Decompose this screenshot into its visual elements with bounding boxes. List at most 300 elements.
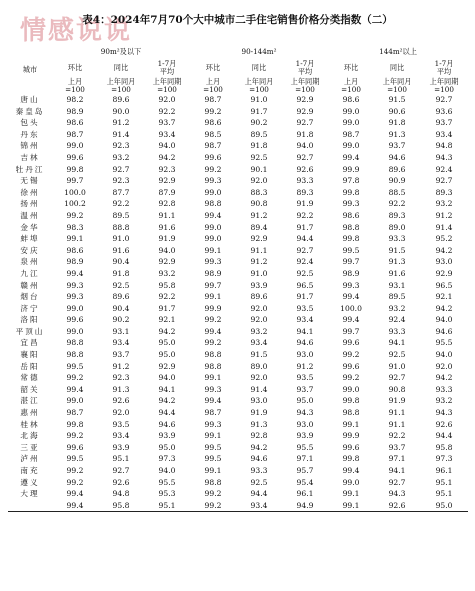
city-name: 唐山 <box>20 95 40 104</box>
index-value: 94.2 <box>158 152 176 162</box>
city-name: 北海 <box>20 431 40 441</box>
index-value: 91.5 <box>250 350 268 360</box>
city-name: 襄阳 <box>20 350 40 360</box>
index-value: 99.6 <box>66 442 84 452</box>
index-value: 99.8 <box>342 454 360 464</box>
index-value: 97.3 <box>158 454 176 464</box>
index-value: 98.2 <box>66 95 84 104</box>
index-value: 92.3 <box>112 176 130 186</box>
index-value: 99.3 <box>66 292 84 302</box>
index-value: 97.1 <box>388 454 406 464</box>
index-value: 98.6 <box>342 95 360 104</box>
base-prev-month: 上月 =100 <box>203 77 223 94</box>
index-value: 98.8 <box>66 338 84 348</box>
index-value: 95.1 <box>112 454 130 464</box>
index-value: 95.4 <box>296 477 314 487</box>
index-value: 93.3 <box>250 466 268 475</box>
index-value: 99.2 <box>204 315 222 325</box>
index-value: 91.0 <box>112 234 130 244</box>
index-value: 93.9 <box>112 442 130 452</box>
index-value: 98.8 <box>204 361 222 371</box>
index-value: 94.8 <box>435 141 453 151</box>
index-value: 93.2 <box>112 152 130 162</box>
index-value: 99.9 <box>204 303 222 313</box>
index-value: 91.2 <box>435 210 453 220</box>
index-value: 99.2 <box>66 466 84 475</box>
index-value: 91.3 <box>250 419 268 429</box>
index-value: 99.2 <box>204 164 222 174</box>
index-value: 98.6 <box>66 118 84 128</box>
index-value: 92.8 <box>250 431 268 441</box>
index-value: 98.6 <box>342 210 360 220</box>
index-value: 99.1 <box>342 419 360 429</box>
index-value: 89.5 <box>250 129 268 139</box>
index-value: 91.8 <box>112 268 130 278</box>
index-value: 92.5 <box>112 280 130 290</box>
index-value: 98.9 <box>66 106 84 116</box>
index-value: 91.8 <box>388 118 406 128</box>
index-value: 99.8 <box>342 187 360 197</box>
city-name: 济宁 <box>20 303 40 313</box>
index-value: 98.7 <box>204 141 222 151</box>
index-value: 93.5 <box>112 419 130 429</box>
index-value: 95.5 <box>296 442 314 452</box>
index-value: 98.8 <box>342 222 360 232</box>
index-value: 89.0 <box>250 361 268 371</box>
index-value: 99.0 <box>342 384 360 394</box>
city-name: 南充 <box>20 466 40 475</box>
base-same-period: 上年同期 =100 <box>152 77 182 94</box>
index-value: 93.0 <box>296 350 314 360</box>
index-value: 98.7 <box>66 408 84 418</box>
index-value: 99.0 <box>204 187 222 197</box>
index-value: 99.2 <box>342 373 360 383</box>
base-prev-month: 上月 =100 <box>341 77 361 94</box>
index-value: 91.0 <box>388 361 406 371</box>
index-value: 99.0 <box>204 234 222 244</box>
index-value: 93.2 <box>435 199 453 209</box>
index-value: 93.1 <box>112 326 130 336</box>
table-row <box>8 222 468 234</box>
index-value: 91.6 <box>158 222 176 232</box>
index-value: 93.7 <box>388 141 406 151</box>
index-value: 91.2 <box>296 361 314 371</box>
table-row <box>8 500 468 512</box>
table-row <box>8 152 468 164</box>
index-value: 92.7 <box>112 466 130 475</box>
index-value: 94.0 <box>158 373 176 383</box>
index-value: 93.6 <box>435 106 453 116</box>
index-value: 99.0 <box>66 303 84 313</box>
index-value: 92.0 <box>112 408 130 418</box>
index-value: 93.7 <box>158 118 176 128</box>
base-same-period: 上年同期 =100 <box>290 77 320 94</box>
index-value: 91.7 <box>296 222 314 232</box>
col-header-mom: 环比 <box>67 62 83 72</box>
index-value: 99.6 <box>342 338 360 348</box>
index-value: 99.0 <box>342 118 360 128</box>
table-row <box>8 164 468 176</box>
index-value: 99.7 <box>66 176 84 186</box>
col-header-yoy: 同比 <box>113 62 129 72</box>
index-value: 99.7 <box>204 280 222 290</box>
index-value: 95.1 <box>435 477 453 487</box>
index-value: 94.2 <box>158 396 176 406</box>
index-value: 91.1 <box>388 419 406 429</box>
city-name: 洛阳 <box>20 315 40 325</box>
index-value: 91.2 <box>112 361 130 371</box>
index-value: 92.7 <box>296 152 314 162</box>
index-value: 91.6 <box>388 268 406 278</box>
index-value: 99.3 <box>204 257 222 267</box>
index-value: 91.4 <box>435 222 453 232</box>
index-value: 94.2 <box>250 442 268 452</box>
table-row <box>8 407 468 419</box>
city-name: 平顶山 <box>15 326 45 336</box>
index-value: 94.0 <box>296 141 314 151</box>
index-value: 91.7 <box>158 303 176 313</box>
index-value: 99.4 <box>52 500 98 512</box>
index-value: 95.0 <box>158 338 176 348</box>
index-value: 91.8 <box>296 129 314 139</box>
index-value: 99.5 <box>342 245 360 255</box>
index-value: 94.4 <box>250 489 268 499</box>
index-value: 98.9 <box>66 257 84 267</box>
index-value: 95.8 <box>158 280 176 290</box>
city-name: 吉林 <box>20 152 40 162</box>
city-name: 金华 <box>20 222 40 232</box>
header-row-groups <box>8 46 468 58</box>
index-value: 98.9 <box>204 268 222 278</box>
city-name: 惠州 <box>20 408 40 418</box>
index-value: 94.0 <box>435 315 453 325</box>
index-value: 94.6 <box>388 152 406 162</box>
index-value: 96.5 <box>296 280 314 290</box>
index-value: 93.7 <box>112 350 130 360</box>
index-value: 93.4 <box>296 315 314 325</box>
index-value: 94.1 <box>158 384 176 394</box>
city-name <box>8 500 52 512</box>
index-value: 99.4 <box>342 466 360 475</box>
index-value: 92.7 <box>112 164 130 174</box>
index-value: 91.1 <box>250 245 268 255</box>
index-value: 92.9 <box>250 234 268 244</box>
index-value: 99.5 <box>66 454 84 464</box>
index-value: 91.6 <box>112 245 130 255</box>
index-value: 99.1 <box>204 373 222 383</box>
index-value: 99.3 <box>204 384 222 394</box>
index-value: 99.0 <box>66 396 84 406</box>
table-title: 表4：2024年7月70个大中城市二手住宅销售价格分类指数（二） <box>82 14 393 26</box>
index-value: 99.1 <box>204 292 222 302</box>
index-value: 92.7 <box>388 373 406 383</box>
index-value: 90.1 <box>250 164 268 174</box>
header-row-measures <box>8 58 468 77</box>
table-row <box>8 210 468 222</box>
index-value: 99.3 <box>342 199 360 209</box>
index-value: 99.4 <box>66 384 84 394</box>
index-value: 98.7 <box>66 129 84 139</box>
table-row <box>8 303 468 315</box>
index-value: 98.9 <box>342 268 360 278</box>
col-header-yoy: 同比 <box>251 62 267 72</box>
index-value: 94.3 <box>296 408 314 418</box>
index-value: 92.2 <box>158 292 176 302</box>
city-name: 九江 <box>20 268 40 278</box>
index-value: 92.0 <box>250 176 268 186</box>
col-header-ytd: 1-7月 平均 <box>157 58 177 76</box>
index-value: 99.9 <box>342 164 360 174</box>
index-value: 92.2 <box>158 106 176 116</box>
table-row <box>8 465 468 477</box>
index-value: 95.1 <box>144 500 190 512</box>
index-value: 95.0 <box>420 500 468 512</box>
index-value: 89.4 <box>250 222 268 232</box>
index-value: 94.1 <box>388 338 406 348</box>
city-name: 岳阳 <box>20 361 40 371</box>
table-row <box>8 94 468 106</box>
col-header-ytd: 1-7月 平均 <box>434 58 454 76</box>
index-value: 89.6 <box>112 95 130 104</box>
index-value: 98.8 <box>204 199 222 209</box>
table-row <box>8 442 468 454</box>
index-value: 91.8 <box>250 141 268 151</box>
city-name: 桂林 <box>20 419 40 429</box>
index-value: 95.8 <box>435 442 453 452</box>
index-value: 92.0 <box>158 95 176 104</box>
city-name: 韶关 <box>20 384 40 394</box>
table-row <box>8 256 468 268</box>
table-row <box>8 349 468 361</box>
table-row <box>8 384 468 396</box>
table-row <box>8 291 468 303</box>
index-value: 91.1 <box>388 408 406 418</box>
index-value: 96.1 <box>435 466 453 475</box>
index-value: 99.5 <box>204 454 222 464</box>
city-name: 大理 <box>20 489 40 499</box>
index-value: 92.1 <box>435 292 453 302</box>
index-value: 90.2 <box>112 315 130 325</box>
index-value: 90.9 <box>388 176 406 186</box>
index-value: 88.3 <box>250 187 268 197</box>
price-index-table <box>8 46 468 512</box>
index-value: 89.6 <box>388 164 406 174</box>
table-row <box>8 419 468 431</box>
city-name: 宜昌 <box>20 338 40 348</box>
index-value: 99.8 <box>66 419 84 429</box>
index-value: 92.7 <box>296 245 314 255</box>
index-value: 99.1 <box>342 489 360 499</box>
index-value: 90.6 <box>388 106 406 116</box>
index-value: 94.6 <box>296 338 314 348</box>
index-value: 98.5 <box>204 129 222 139</box>
group-header-large: 144m²以上 <box>379 47 417 57</box>
index-value: 93.2 <box>435 396 453 406</box>
table-row <box>8 268 468 280</box>
index-value: 98.6 <box>66 245 84 255</box>
index-value: 89.3 <box>388 210 406 220</box>
city-name: 温州 <box>20 210 40 220</box>
index-value: 87.9 <box>158 187 176 197</box>
index-value: 94.0 <box>158 245 176 255</box>
index-value: 99.1 <box>204 431 222 441</box>
table-row <box>8 430 468 442</box>
index-value: 94.2 <box>435 245 453 255</box>
index-value: 93.3 <box>388 326 406 336</box>
city-name: 锦州 <box>20 141 40 151</box>
index-value: 95.0 <box>158 442 176 452</box>
index-value: 93.2 <box>250 326 268 336</box>
index-value: 94.3 <box>435 152 453 162</box>
table-row <box>8 140 468 152</box>
index-value: 95.1 <box>435 489 453 499</box>
city-name: 无锡 <box>20 176 40 186</box>
index-value: 89.3 <box>435 187 453 197</box>
index-value: 94.4 <box>296 234 314 244</box>
index-value: 94.2 <box>435 373 453 383</box>
index-value: 91.0 <box>250 95 268 104</box>
index-value: 99.2 <box>204 338 222 348</box>
table-row <box>8 326 468 338</box>
table-row <box>8 477 468 489</box>
index-value: 92.6 <box>435 419 453 429</box>
index-value: 92.9 <box>296 95 314 104</box>
table-row <box>8 395 468 407</box>
index-value: 99.5 <box>66 361 84 371</box>
base-same-period: 上年同期 =100 <box>429 77 459 94</box>
index-value: 92.3 <box>112 373 130 383</box>
index-value: 92.4 <box>435 164 453 174</box>
index-value: 91.5 <box>388 95 406 104</box>
index-value: 94.4 <box>435 431 453 441</box>
table-row <box>8 337 468 349</box>
index-value: 98.7 <box>204 408 222 418</box>
index-value: 99.1 <box>328 500 374 512</box>
index-value: 91.2 <box>250 210 268 220</box>
index-value: 93.2 <box>158 268 176 278</box>
index-value: 93.9 <box>158 431 176 441</box>
index-value: 91.4 <box>112 129 130 139</box>
index-value: 92.2 <box>112 199 130 209</box>
index-value: 89.0 <box>388 222 406 232</box>
index-value: 88.8 <box>112 222 130 232</box>
index-value: 99.2 <box>204 106 222 116</box>
index-value: 93.3 <box>388 234 406 244</box>
index-value: 91.4 <box>250 384 268 394</box>
index-value: 88.5 <box>388 187 406 197</box>
index-value: 99.3 <box>204 176 222 186</box>
index-value: 98.3 <box>66 222 84 232</box>
index-value: 95.0 <box>158 350 176 360</box>
index-value: 99.6 <box>342 442 360 452</box>
index-value: 90.8 <box>250 199 268 209</box>
index-value: 94.8 <box>112 489 130 499</box>
index-value: 91.2 <box>112 118 130 128</box>
index-value: 99.6 <box>204 152 222 162</box>
index-value: 99.4 <box>204 326 222 336</box>
index-value: 98.8 <box>66 350 84 360</box>
index-value: 99.3 <box>204 419 222 429</box>
index-value: 94.6 <box>435 326 453 336</box>
index-value: 92.4 <box>296 257 314 267</box>
index-value: 99.0 <box>204 222 222 232</box>
index-value: 91.1 <box>158 210 176 220</box>
index-value: 94.4 <box>158 408 176 418</box>
base-prev-month: 上月 =100 <box>65 77 85 94</box>
index-value: 92.6 <box>112 396 130 406</box>
index-value: 99.7 <box>342 257 360 267</box>
table-row <box>8 245 468 257</box>
index-value: 92.9 <box>296 106 314 116</box>
index-value: 94.6 <box>158 419 176 429</box>
index-value: 94.2 <box>158 326 176 336</box>
index-value: 99.2 <box>66 373 84 383</box>
index-value: 93.4 <box>250 338 268 348</box>
index-value: 93.0 <box>296 419 314 429</box>
index-value: 98.8 <box>204 350 222 360</box>
col-header-ytd: 1-7月 平均 <box>295 58 315 76</box>
index-value: 98.6 <box>204 118 222 128</box>
table-row <box>8 361 468 373</box>
index-value: 99.0 <box>342 477 360 487</box>
group-header-medium: 90-144m² <box>241 47 277 57</box>
table-row <box>8 117 468 129</box>
index-value: 99.0 <box>342 141 360 151</box>
index-value: 93.1 <box>388 280 406 290</box>
index-value: 99.0 <box>342 106 360 116</box>
index-value: 94.0 <box>158 141 176 151</box>
index-value: 96.1 <box>296 489 314 499</box>
index-value: 97.3 <box>435 454 453 464</box>
index-value: 94.0 <box>435 350 453 360</box>
index-value: 93.4 <box>112 338 130 348</box>
index-value: 92.2 <box>296 210 314 220</box>
index-value: 91.7 <box>296 292 314 302</box>
city-name: 遵义 <box>20 477 40 487</box>
index-value: 92.6 <box>374 500 420 512</box>
group-header-small: 90m²及以下 <box>100 47 142 57</box>
city-name: 安庆 <box>20 245 40 255</box>
index-value: 95.5 <box>435 338 453 348</box>
index-value: 92.5 <box>388 350 406 360</box>
index-value: 89.6 <box>112 292 130 302</box>
index-value: 99.4 <box>342 292 360 302</box>
index-value: 91.0 <box>250 268 268 278</box>
index-value: 89.5 <box>388 292 406 302</box>
table-row <box>8 106 468 118</box>
index-value: 99.4 <box>66 268 84 278</box>
index-value: 92.3 <box>112 141 130 151</box>
index-value: 93.4 <box>112 431 130 441</box>
index-value: 92.7 <box>296 118 314 128</box>
index-value: 91.9 <box>388 396 406 406</box>
index-value: 92.4 <box>388 315 406 325</box>
index-value: 99.8 <box>342 234 360 244</box>
index-value: 93.7 <box>435 118 453 128</box>
city-column-header: 城市 <box>22 65 38 75</box>
index-value: 92.5 <box>296 268 314 278</box>
index-value: 100.2 <box>64 199 86 209</box>
index-value: 93.4 <box>435 129 453 139</box>
index-value: 93.3 <box>296 176 314 186</box>
table-row <box>8 175 468 187</box>
index-value: 91.5 <box>388 245 406 255</box>
index-value: 92.6 <box>296 164 314 174</box>
index-value: 90.2 <box>250 118 268 128</box>
index-value: 90.4 <box>112 303 130 313</box>
index-value: 92.2 <box>388 199 406 209</box>
header-row-bases <box>8 77 468 94</box>
